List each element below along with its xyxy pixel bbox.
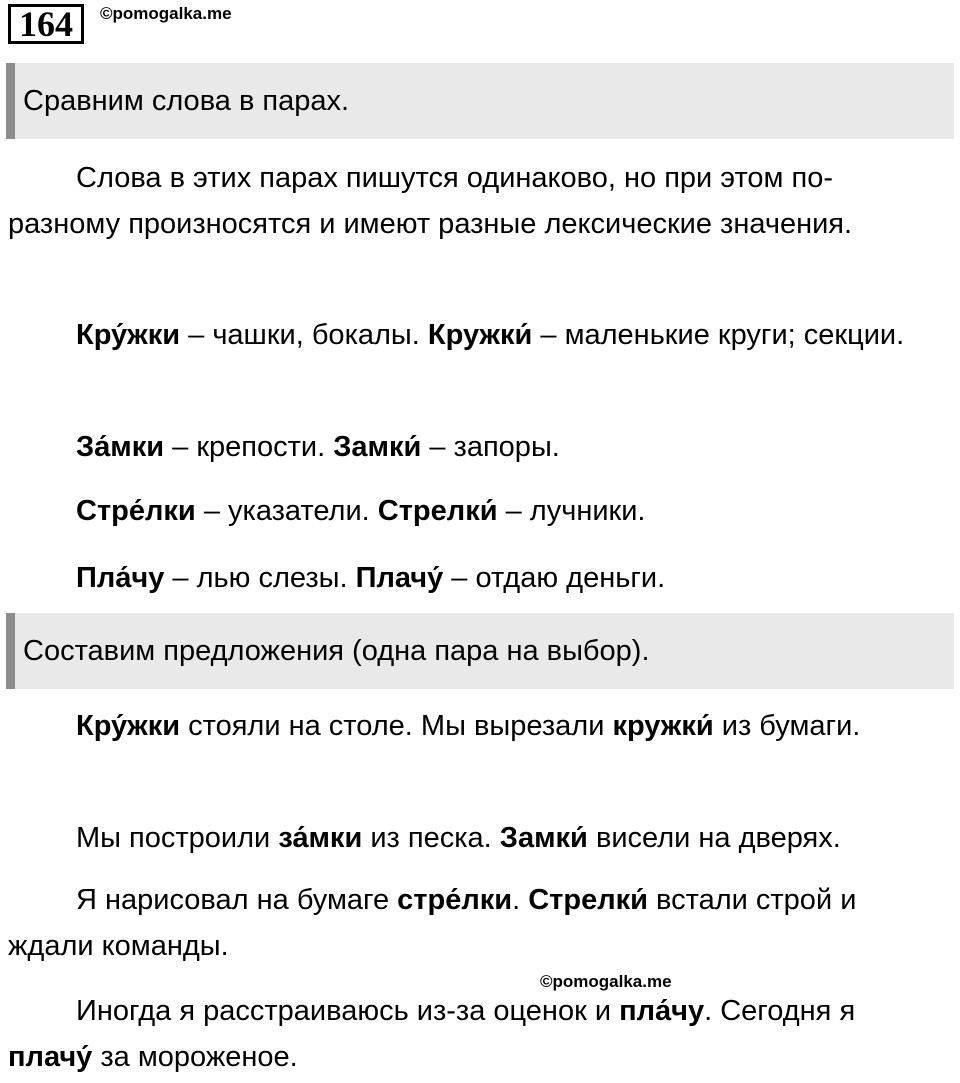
sentence-3-text-2: встали строй и ждали команды. (8, 884, 857, 962)
sentence-3-text-1: . (512, 884, 529, 916)
watermark-top: ©pomogalka.me (100, 4, 232, 23)
pair-4-word-1: Пла́чу (76, 562, 165, 594)
pair-1-def-2: – маленькие круги; секции. (532, 319, 905, 351)
sentence-4-word-2: плачу́ (8, 1041, 93, 1073)
sentence-2-text-2: висели на дверях. (587, 822, 841, 854)
sentence-4-text-2: за мороженое. (92, 1041, 298, 1073)
intro-paragraph (8, 155, 938, 247)
sentence-1 (8, 703, 938, 749)
watermark-middle: ©pomogalka.me (540, 972, 672, 991)
task-number: 164 (8, 4, 84, 44)
sentence-1-word-1: Кру́жки (76, 710, 181, 742)
sentence-3-word-2: Стрелки́ (528, 884, 648, 916)
pair-2-word-1: За́мки (76, 431, 165, 463)
sentence-2-word-1: за́мки (278, 822, 363, 854)
sentence-4-text-1: . Сегодня я (704, 995, 856, 1027)
pair-4-def-2: – отдаю деньги. (443, 562, 666, 594)
pair-3-word-1: Стре́лки (76, 495, 196, 527)
pair-4 (8, 555, 938, 601)
sentence-1-text-2: из бумаги. (713, 710, 861, 742)
sentence-3-text-0: Я нарисовал на бумаге (76, 884, 398, 916)
sentence-2 (8, 815, 938, 861)
pair-1-def-1: – чашки, бокалы. (180, 319, 428, 351)
pair-1 (8, 312, 938, 358)
pair-4-word-2: Плачу́ (355, 562, 444, 594)
sentence-4 (8, 988, 938, 1080)
pair-3-word-2: Стрелки́ (377, 495, 498, 527)
sentence-3-word-1: стре́лки (397, 884, 513, 916)
section2-heading: Составим предложения (одна пара на выбор). (6, 613, 954, 689)
pair-4-def-1: – лью слезы. (164, 562, 356, 594)
sentence-1-text-1: стояли на столе. Мы вырезали (180, 710, 613, 742)
pair-2-word-2: Замки́ (333, 431, 422, 463)
pair-2-def-1: – крепости. (164, 431, 334, 463)
pair-1-word-1: Кру́жки (76, 319, 181, 351)
sentence-2-word-2: Замки́ (499, 822, 588, 854)
sentence-4-text-0: Иногда я расстраиваюсь из-за оценок и (76, 995, 620, 1027)
section1-heading: Сравним слова в парах. (6, 63, 954, 139)
pair-2 (8, 424, 938, 470)
sentence-1-word-2: кружки́ (612, 710, 714, 742)
sentence-4-word-1: пла́чу (619, 995, 705, 1027)
pair-3-def-1: – указатели. (195, 495, 378, 527)
pair-3-def-2: – лучники. (497, 495, 646, 527)
intro-text: Слова в этих парах пишутся одинаково, но при этом по-разному произносятся и имеют разные лексические значения. (8, 162, 853, 240)
sentence-2-text-0: Мы построили (76, 822, 279, 854)
sentence-3 (8, 877, 938, 969)
pair-1-word-2: Кружки́ (427, 319, 533, 351)
pair-3 (8, 488, 938, 534)
sentence-2-text-1: из песка. (362, 822, 500, 854)
pair-2-def-2: – запоры. (421, 431, 560, 463)
